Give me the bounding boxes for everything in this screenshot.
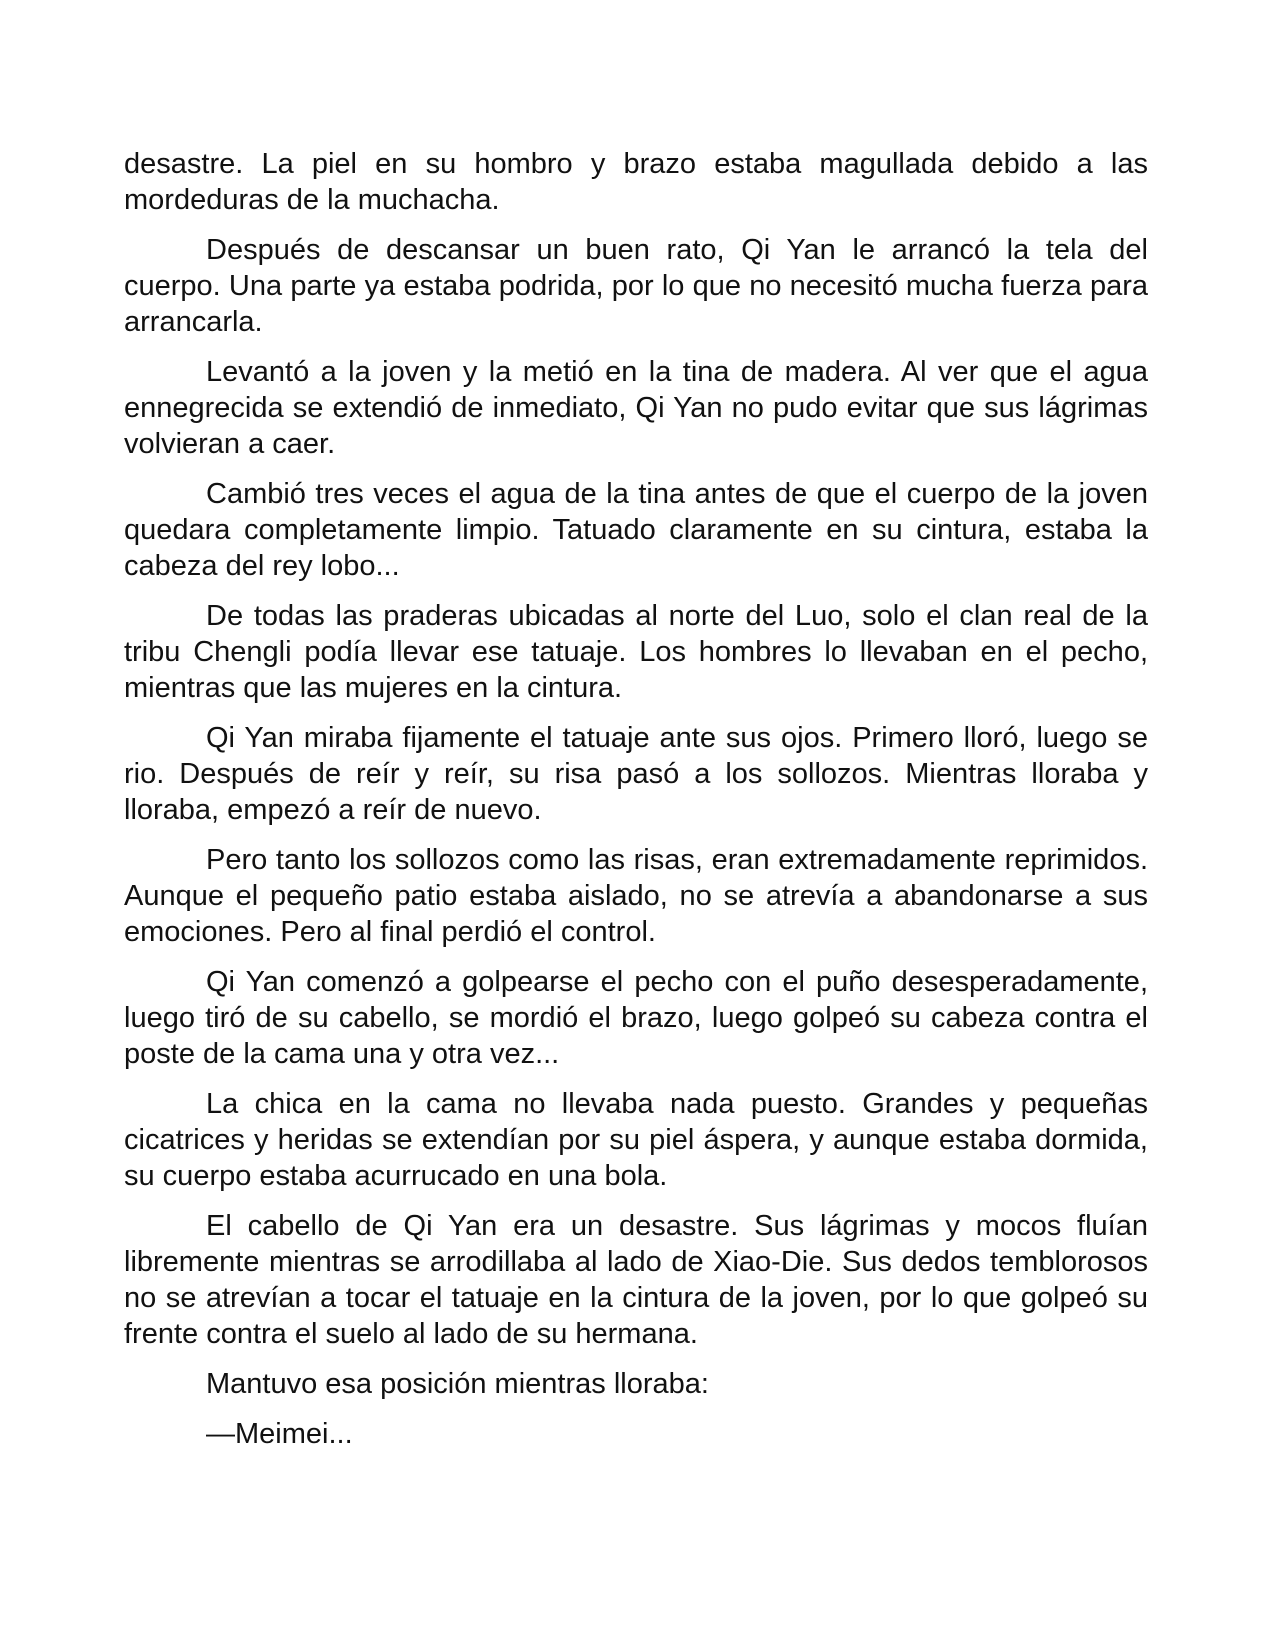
- paragraph: Qi Yan comenzó a golpearse el pecho con el puño desesperadamente, luego tiró de su cabello, se mordió el brazo, luego golpeó su cabeza contra el poste de la cama una y otra vez...: [124, 966, 1148, 1070]
- paragraph: Levantó a la joven y la metió en la tina de madera. Al ver que el agua ennegrecida se extendió de inmediato, Qi Yan no pudo evitar que sus lágrimas volvieran a caer.: [124, 356, 1148, 460]
- paragraph: Qi Yan miraba fijamente el tatuaje ante sus ojos. Primero lloró, luego se rio. Después de reír y reír, su risa pasó a los sollozos. Mientras lloraba y lloraba, empezó a reír de nuevo.: [124, 722, 1148, 826]
- paragraph: Mantuvo esa posición mientras lloraba:: [206, 1368, 709, 1400]
- page-text: [124, 146, 1148, 1466]
- paragraph: Cambió tres veces el agua de la tina antes de que el cuerpo de la joven quedara completamente limpio. Tatuado claramente en su cintura, estaba la cabeza del rey lobo...: [124, 478, 1148, 582]
- paragraph: El cabello de Qi Yan era un desastre. Sus lágrimas y mocos fluían libremente mientras se arrodillaba al lado de Xiao-Die. Sus dedos temblorosos no se atrevían a tocar el tatuaje en la cintura de la joven, por lo que golpeó su frente contra el suelo al lado de su hermana.: [124, 1210, 1148, 1350]
- dialogue-line: —Meimei...: [206, 1418, 353, 1450]
- paragraph: Después de descansar un buen rato, Qi Yan le arrancó la tela del cuerpo. Una parte ya estaba podrida, por lo que no necesitó mucha fuerza para arrancarla.: [124, 234, 1148, 338]
- paragraph: De todas las praderas ubicadas al norte del Luo, solo el clan real de la tribu Chengli podía llevar ese tatuaje. Los hombres lo llevaban en el pecho, mientras que las mujeres en la cintura.: [124, 600, 1148, 704]
- paragraph: La chica en la cama no llevaba nada puesto. Grandes y pequeñas cicatrices y heridas se extendían por su piel áspera, y aunque estaba dormida, su cuerpo estaba acurrucado en una bola.: [124, 1088, 1148, 1192]
- paragraph: Pero tanto los sollozos como las risas, eran extremadamente reprimidos. Aunque el pequeño patio estaba aislado, no se atrevía a abandonarse a sus emociones. Pero al final perdió el control.: [124, 844, 1148, 948]
- paragraph: desastre. La piel en su hombro y brazo estaba magullada debido a las mordeduras de la muchacha.: [124, 148, 1148, 216]
